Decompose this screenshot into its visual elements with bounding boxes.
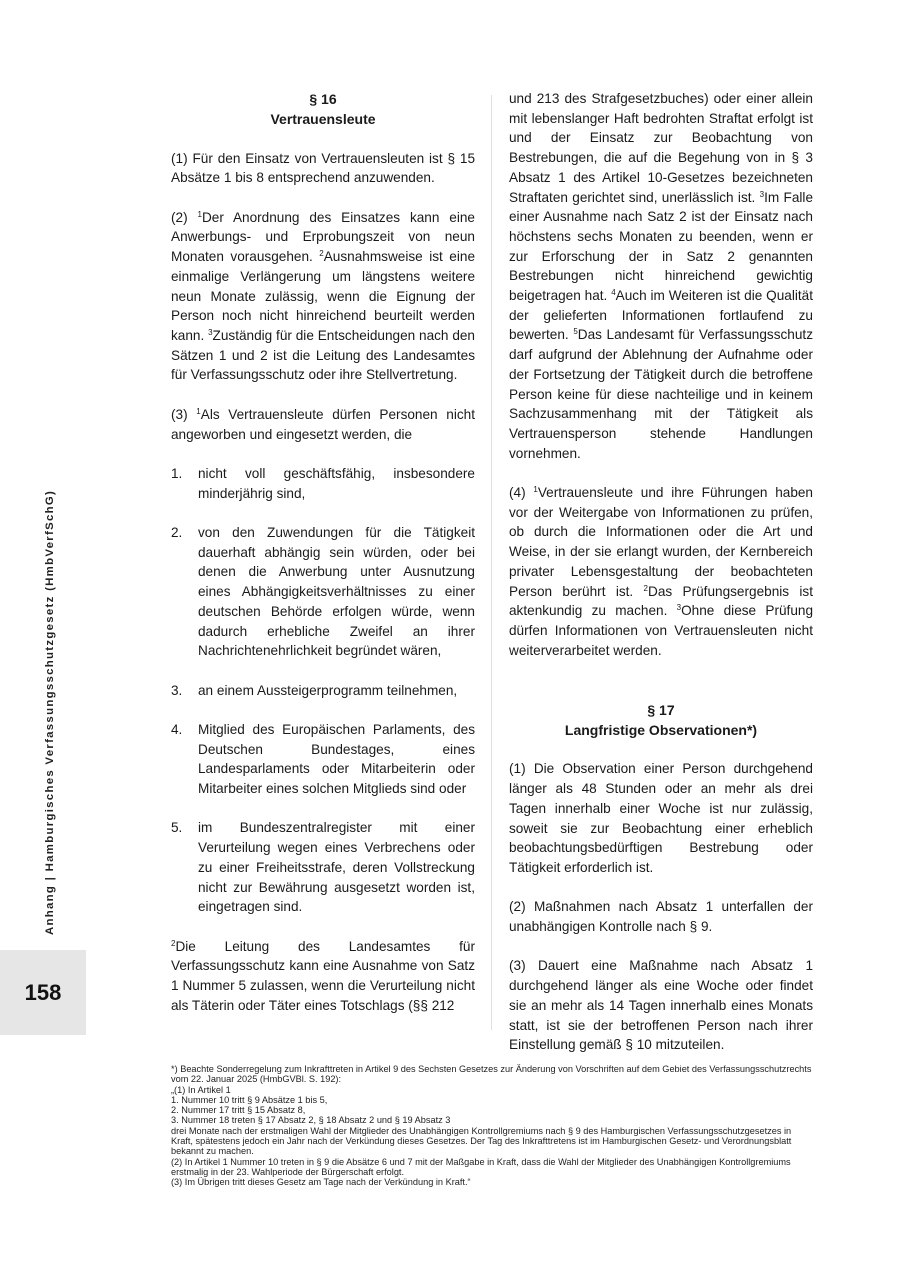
column-divider [491,95,492,1030]
list-item: 1. nicht voll geschäftsfähig, insbesondere minderjährig sind, [171,465,475,501]
paragraph-3-continued-right: und 213 des Strafgesetzbuches) oder einer allein mit lebenslanger Haft bedrohten Straftat erfolgt ist und der Einsatz zur Beobachtung von Bestrebungen, die auf die Begehung von in § 3 Absatz 1 des Artikel 10-Gesetzes bezeichneten Straftaten gerichtet sind, unerlässlich ist. $^3$Im Falle einer Ausnahme nach Satz 2 ist der Einsatz nach höchstens sechs Monaten zu beenden, wenn er zur Erforschung der in Satz 2 genannten Bestrebungen nicht hinreichend gewichtig beigetragen hat. $^4$Auch im Weiteren ist die Qualität der gelieferten Informationen fortlaufend zu bewerten. $^5$Das Landesamt für Verfassungsschutz darf aufgrund der Ablehnung der Aufnahme oder der Fortsetzung der Tätigkeit durch die betroffene Person keine für diese nachteilige und in keinem Sachzusammenhang mit der Tätigkeit als Vertrauensperson stehende Handlungen vornehmen. [509,91,813,461]
page-number: 158 [24,979,62,1005]
footnote-line: *) Beachte Sonderregelung zum Inkrafttreten in Artikel 9 des Sechsten Gesetzes zur Änderung von Vorschriften auf dem Gebiet des Verfassungsschutzrechts vom 22. Januar 2025 (HmbGVBl. S. 192): [171,1064,812,1085]
paragraph-3: (3) Dauert eine Maßnahme nach Absatz 1 durchgehend länger als eine Woche oder findet sie an mehr als 14 Tagen innerhalb eines Monats statt, ist sie der betroffenen Person nach ihrer Einstellung gemäß § 10 mitzuteilen. [509,958,813,1053]
section-title: Langfristige Observationen*) [564,721,758,738]
paragraph-2: (2) Maßnahmen nach Absatz 1 unterfallen der unabhängigen Kontrolle nach § 9. [509,899,813,935]
paragraph-3-continued: $^2$Die Leitung des Landesamtes für Verfassungsschutz kann eine Ausnahme von Satz 1 Nummer 5 zulassen, wenn die Verurteilung nicht als Täterin oder Täter eines Totschlags (§§ 212 [171,938,475,1013]
section-number: § 16 [309,91,337,107]
running-title: Anhang | Hamburgisches Verfassungsschutzgesetz (HmbVerfSchG) [44,489,56,935]
footnote-line: „(1) In Artikel 1 [171,1084,231,1095]
right-column [509,89,813,1055]
footnote-line: 2. Nummer 17 tritt § 15 Absatz 8, [171,1105,306,1116]
left-column [171,89,475,1016]
footnotes [171,1064,813,1188]
section-title: Vertrauensleute [270,111,376,127]
section-number: § 17 [647,701,675,718]
footnote-line: (2) In Artikel 1 Nummer 10 treten in § 9 die Absätze 6 und 7 mit der Maßgabe in Kraft, dass die Wahl der Mitglieder des Unabhängigen Kontrollgremiums erstmalig in der 23. Wahlperiode der Bürgerschaft erfolgt. [171,1156,791,1177]
list-item: 3. an einem Aussteigerprogramm teilnehmen, [171,682,458,698]
footnote-line: 3. Nummer 18 treten § 17 Absatz 2, § 18 Absatz 2 und § 19 Absatz 3 [171,1115,451,1126]
paragraph-1: (1) Für den Einsatz von Vertrauensleuten ist § 15 Absätze 1 bis 8 entsprechend anzuwenden. [171,150,475,186]
list-item: 4. Mitglied des Europäischen Parlaments, des Deutschen Bundestages, eines Landesparlaments oder Mitarbeiterin oder Mitarbeiter eines solchen Mitglieds sind oder [171,721,475,797]
numbered-list [171,464,475,917]
footnote-line: drei Monate nach der erstmaligen Wahl der Mitglieder des Unabhängigen Kontrollgremiums nach § 9 des Hamburgischen Verfassungsschutzgesetzes in Kraft, spätestens jedoch ein Jahr nach der Verkündung dieses Gesetzes. Der Tag des Inkrafttretens ist im Hamburgischen Gesetz- und Verordnungsblatt bekannt zu machen. [171,1125,792,1157]
footnote-line: 1. Nummer 10 tritt § 9 Absätze 1 bis 5, [171,1094,328,1105]
paragraph-2: (2) $^1$Der Anordnung des Einsatzes kann eine Anwerbungs- und Erprobungszeit von neun Monaten vorausgehen. $^2$Ausnahmsweise ist eine einmalige Verlängerung um längstens weitere neun Monate zulässig, wenn die Eignung der Person noch nicht hinreichend beurteilt werden kann. $^3$Zuständig für die Entscheidungen nach den Sätzen 1 und 2 ist die Leitung des Landesamtes für Verfassungsschutz oder ihre Stellvertretung. [171,209,475,383]
list-item: 5. im Bundeszentralregister mit einer Verurteilung wegen eines Verbrechens oder zu einer Freiheitsstrafe, deren Vollstreckung nicht zur Bewährung ausgesetzt worden ist, eingetragen sind. [171,820,475,915]
footnote-line: (3) Im Übrigen tritt dieses Gesetz am Tage nach der Verkündung in Kraft.“ [171,1177,471,1188]
paragraph-3-intro: (3) $^1$Als Vertrauensleute dürfen Personen nicht angeworben und eingesetzt werden, die [171,406,476,442]
paragraph-1: (1) Die Observation einer Person durchgehend länger als 48 Stunden oder an mehr als drei Tagen innerhalb einer Woche ist nur zulässig, soweit sie zur Beobachtung einer erheblich beobachtungsbedürftigen Bestrebung oder Tätigkeit erforderlich ist. [509,761,813,875]
section-17-heading [509,700,813,740]
section-16-heading [171,89,475,129]
list-item: 2. von den Zuwendungen für die Tätigkeit dauerhaft abhängig sein würden, oder bei denen die Anwerbung unter Ausnutzung eines Abhängigkeitsverhältnisses zu einer deutschen Behörde erfolgen würde, wenn dadurch erhebliche Zweifel an ihrer Nachrichtenehrlichkeit begründet wären, [171,524,475,659]
paragraph-4: (4) $^1$Vertrauensleute und ihre Führungen haben vor der Weitergabe von Informationen zu prüfen, ob durch die Informationen oder die Art und Weise, in der sie erlangt wurden, der Kernbereich privater Lebensgestaltung der beobachteten Person berührt ist. $^2$Das Prüfungsergebnis ist aktenkundig zu machen. $^3$Ohne diese Prüfung dürfen Informationen von Vertrauensleuten nicht weiterverarbeitet werden. [509,485,814,658]
page-number-box [0,950,86,1035]
